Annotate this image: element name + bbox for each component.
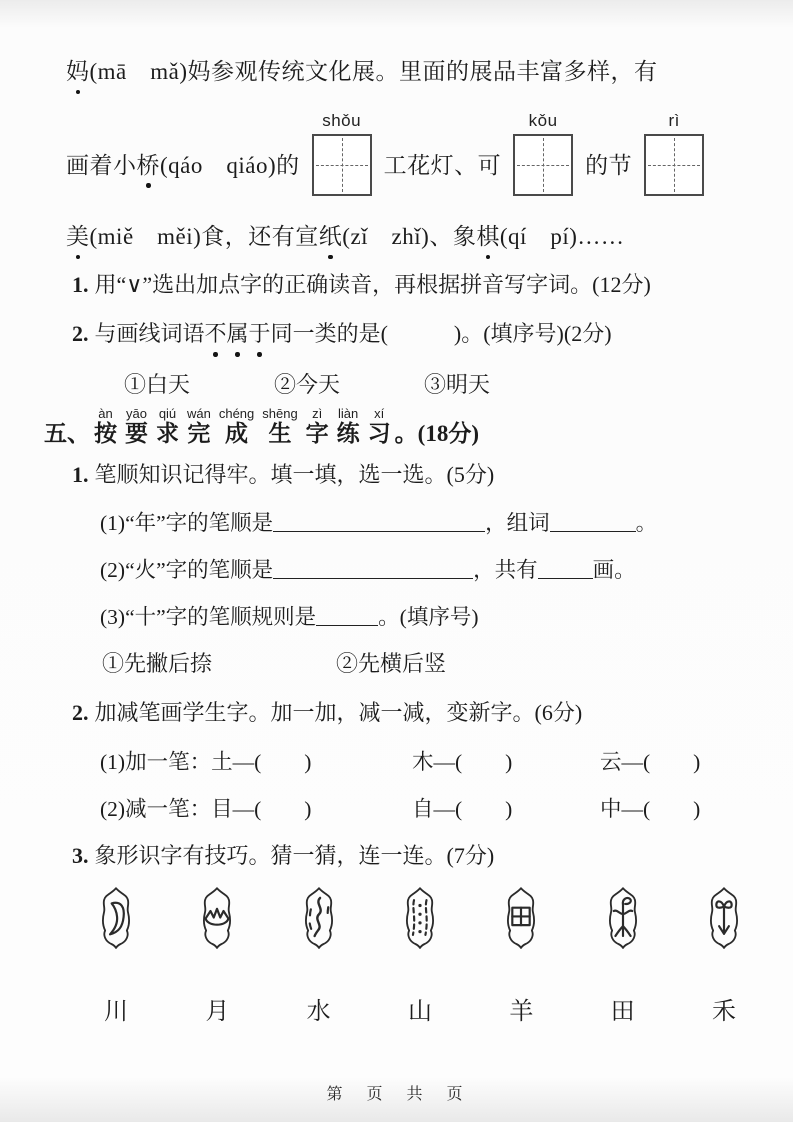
row-item: 目—( ) bbox=[211, 797, 312, 822]
question-number: 1. bbox=[72, 272, 89, 298]
field-pictograph-icon bbox=[495, 886, 547, 949]
row-item: 木—( ) bbox=[412, 750, 513, 775]
passage-text: (miě měi)食，还有宣 bbox=[89, 224, 319, 250]
section-5-title bbox=[44, 407, 749, 448]
mountain-pictograph-icon bbox=[191, 886, 243, 949]
pinyin-label: kǒu bbox=[528, 111, 558, 131]
box-dashed-vline bbox=[342, 138, 343, 192]
option-heng-shu: ②先横后竖 bbox=[336, 651, 447, 677]
ruby-char: 练liàn bbox=[336, 405, 360, 446]
stroke-order-item-1 bbox=[100, 506, 749, 537]
writing-box-shou bbox=[312, 111, 372, 196]
stroke-order-item-3 bbox=[100, 600, 749, 631]
question-text: 笔顺知识记得牢。填一填，选一选。(5分) bbox=[94, 461, 495, 487]
dotted-char: 桥 bbox=[137, 150, 161, 181]
item-text: (3)“十”字的笔顺规则是 bbox=[100, 605, 317, 630]
question-text: 象形识字有技巧。猜一猜，连一连。(7分) bbox=[94, 843, 495, 869]
question-text: 同一类的是( )。(填序号)(2分) bbox=[270, 320, 612, 346]
add-stroke-row bbox=[100, 745, 749, 776]
option-mingtian: ③明天 bbox=[424, 371, 491, 397]
item-text: ，共有 bbox=[473, 558, 538, 583]
dotted-char: 棋 bbox=[476, 221, 500, 252]
dotted-char: 于 bbox=[249, 319, 271, 350]
stroke-order-item-2 bbox=[100, 553, 749, 584]
option-pie-na: ①先撇后捺 bbox=[102, 651, 213, 677]
box-dashed-vline bbox=[543, 138, 544, 192]
ruby-char: 习xí bbox=[367, 405, 391, 446]
ruby-char: 字zì bbox=[305, 405, 329, 446]
pinyin-label: rì bbox=[668, 111, 680, 131]
dotted-char: 妈 bbox=[66, 56, 90, 87]
ruby-char: 要yāo bbox=[125, 405, 148, 446]
question-text: 与画线词语 bbox=[94, 320, 205, 346]
row-item: 云—( ) bbox=[600, 750, 701, 775]
fill-blank bbox=[273, 510, 485, 533]
option-jintian: ②今天 bbox=[274, 371, 341, 397]
row-label: (2)减一笔： bbox=[100, 797, 212, 822]
remove-stroke-row bbox=[100, 792, 749, 823]
answer-character-row bbox=[90, 991, 750, 1026]
question-number: 2. bbox=[72, 700, 89, 726]
box-dashed-vline bbox=[674, 138, 675, 192]
row-item: 自—( ) bbox=[412, 797, 513, 822]
item-text: 。 bbox=[635, 511, 658, 536]
item-text: (2)“火”字的笔顺是 bbox=[100, 558, 274, 583]
section5-question-2 bbox=[72, 698, 749, 729]
passage-text: (zǐ zhǐ)、象 bbox=[342, 224, 477, 250]
passage-line-3 bbox=[66, 221, 749, 252]
dotted-char: 美 bbox=[66, 221, 90, 252]
ruby-char: 完wán bbox=[187, 405, 211, 446]
section5-question-3 bbox=[72, 841, 749, 872]
question-number: 3. bbox=[72, 843, 89, 869]
passage-text: (qáo qiáo)的 bbox=[160, 152, 300, 178]
dotted-char: 不 bbox=[205, 319, 227, 350]
passage-text: (mā mǎ)妈参观传统文化展。里面的展品丰富多样，有 bbox=[89, 59, 658, 84]
question-number: 2. bbox=[72, 320, 89, 346]
section-score: 。(18分) bbox=[394, 420, 479, 446]
ruby-char: 求qiú bbox=[156, 405, 179, 446]
fill-blank bbox=[273, 557, 473, 580]
ruby-char: 按àn bbox=[94, 405, 117, 446]
river-pictograph-icon bbox=[394, 886, 446, 949]
item-text: 画。 bbox=[592, 558, 636, 583]
fill-blank bbox=[550, 510, 636, 533]
page-footer: 第 页 共 页 bbox=[326, 1086, 467, 1103]
question-2-options bbox=[124, 368, 749, 399]
passage-text: 的节 bbox=[585, 152, 633, 178]
dotted-char: 属 bbox=[227, 319, 249, 350]
fill-blank bbox=[538, 557, 593, 580]
grain-pictograph-icon bbox=[597, 886, 649, 949]
passage-text: (qí pí)…… bbox=[499, 224, 625, 250]
moon-pictograph-icon bbox=[90, 886, 142, 949]
writing-box-kou bbox=[513, 111, 573, 196]
ruby-char: 生shēng bbox=[262, 405, 298, 446]
option-baitian: ①白天 bbox=[124, 371, 191, 397]
question-number: 1. bbox=[72, 461, 89, 487]
ruby-char: 成chéng bbox=[218, 405, 255, 446]
writing-box-ri bbox=[644, 111, 704, 196]
section-number: 五、 bbox=[44, 420, 90, 446]
answer-char: 羊 bbox=[509, 999, 534, 1026]
item-text: (1)“年”字的笔顺是 bbox=[100, 511, 274, 536]
answer-char: 山 bbox=[407, 999, 432, 1026]
item-text: 。(填序号) bbox=[378, 605, 479, 630]
fill-blank bbox=[316, 604, 378, 627]
passage-text: 工花灯、可 bbox=[383, 152, 502, 178]
stroke-rule-options bbox=[102, 647, 749, 678]
passage-line-1 bbox=[66, 56, 749, 87]
answer-char: 水 bbox=[306, 999, 331, 1026]
question-text: 加减笔画学生字。加一加，减一减，变新字。(6分) bbox=[94, 700, 583, 726]
passage-line-2 bbox=[66, 103, 749, 209]
answer-char: 川 bbox=[104, 999, 128, 1026]
item-text: ，组词 bbox=[485, 511, 550, 536]
passage-text: 画着小 bbox=[66, 152, 137, 178]
dotted-char: 纸 bbox=[319, 221, 343, 252]
water-pictograph-icon bbox=[293, 886, 345, 949]
question-text: 用“∨”选出加点字的正确读音，再根据拼音写字词。(12分) bbox=[94, 272, 651, 298]
answer-char: 田 bbox=[610, 999, 635, 1026]
pinyin-label: shǒu bbox=[322, 111, 362, 131]
answer-char: 禾 bbox=[711, 999, 736, 1026]
pictograph-row bbox=[90, 886, 750, 949]
row-label: (1)加一笔： bbox=[100, 750, 212, 775]
question-1 bbox=[72, 270, 749, 301]
answer-char: 月 bbox=[205, 999, 230, 1026]
row-item: 土—( ) bbox=[211, 750, 312, 775]
sheep-pictograph-icon bbox=[698, 886, 750, 949]
question-2 bbox=[72, 319, 749, 350]
section5-question-1 bbox=[72, 460, 749, 491]
row-item: 中—( ) bbox=[600, 797, 701, 822]
